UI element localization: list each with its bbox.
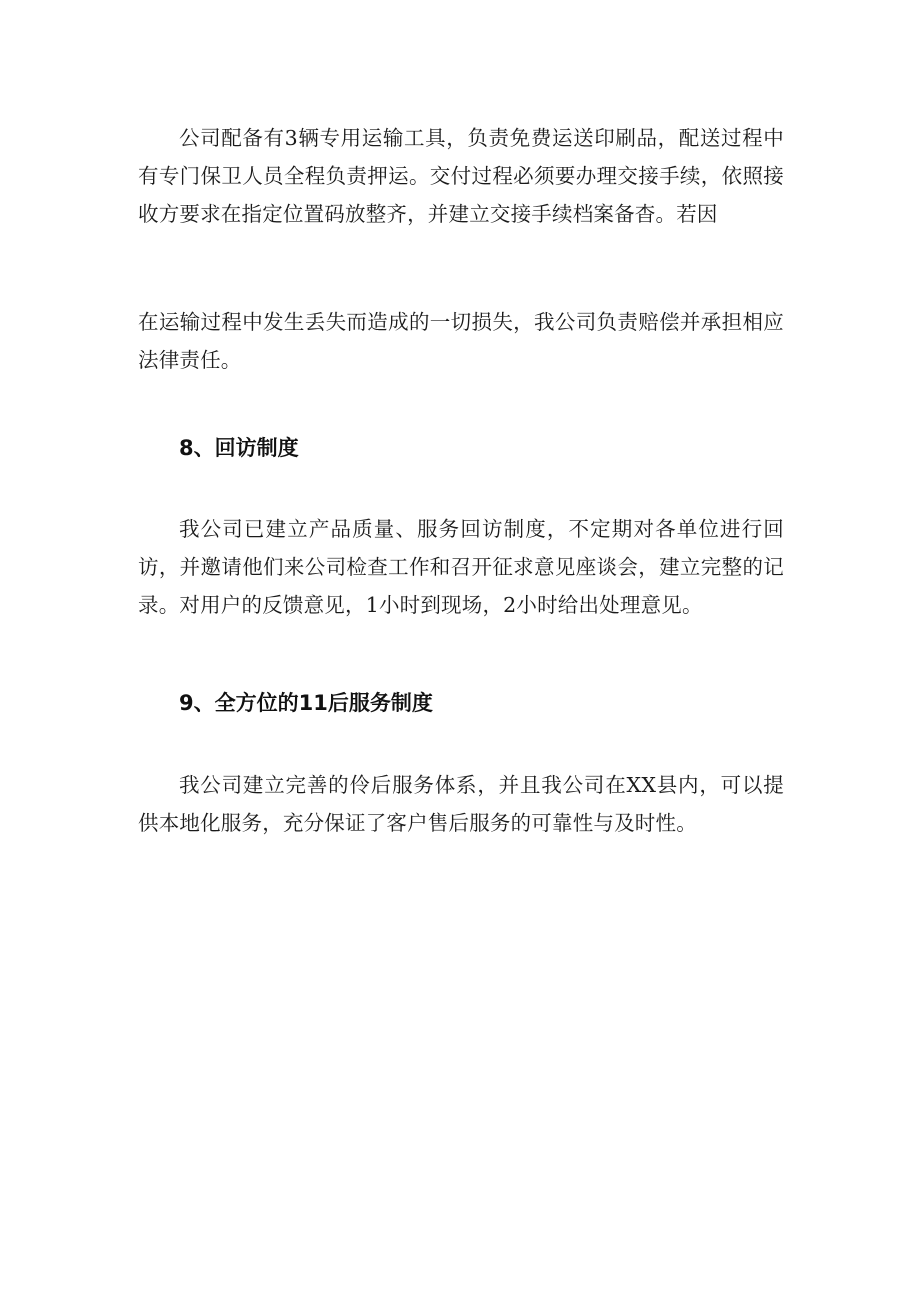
paragraph-transport: 公司配备有3辆专用运输工具，负责免费运送印刷品，配送过程中有专门保卫人员全程负责押运。交付过程必须要办理交接手续，依照接收方要求在指定位置码放整齐，并建立交接手续档案备杳。若因 xyxy=(138,126,784,226)
section-heading-after-sales: 9、全方位的11后服务制度 xyxy=(179,691,433,715)
paragraph-return-visit: 我公司已建立产品质量、服务回访制度，不定期对各单位进行回访，并邀请他们来公司检查工作和召开征求意见座谈会，建立完整的记录。对用户的反馈意见，1小时到现场，2小时给出处理意见。 xyxy=(138,517,784,617)
section-heading-return-visit: 8、回访制度 xyxy=(179,436,299,460)
paragraph-after-sales: 我公司建立完善的伶后服务体系，并且我公司在XX县内，可以提供本地化服务，充分保证了客户售后服务的可靠性与及时性。 xyxy=(138,773,784,835)
paragraph-transport-continued: 在运输过程中发生丢失而造成的一切损失，我公司负责赔偿并承担相应法律责任。 xyxy=(138,310,784,372)
